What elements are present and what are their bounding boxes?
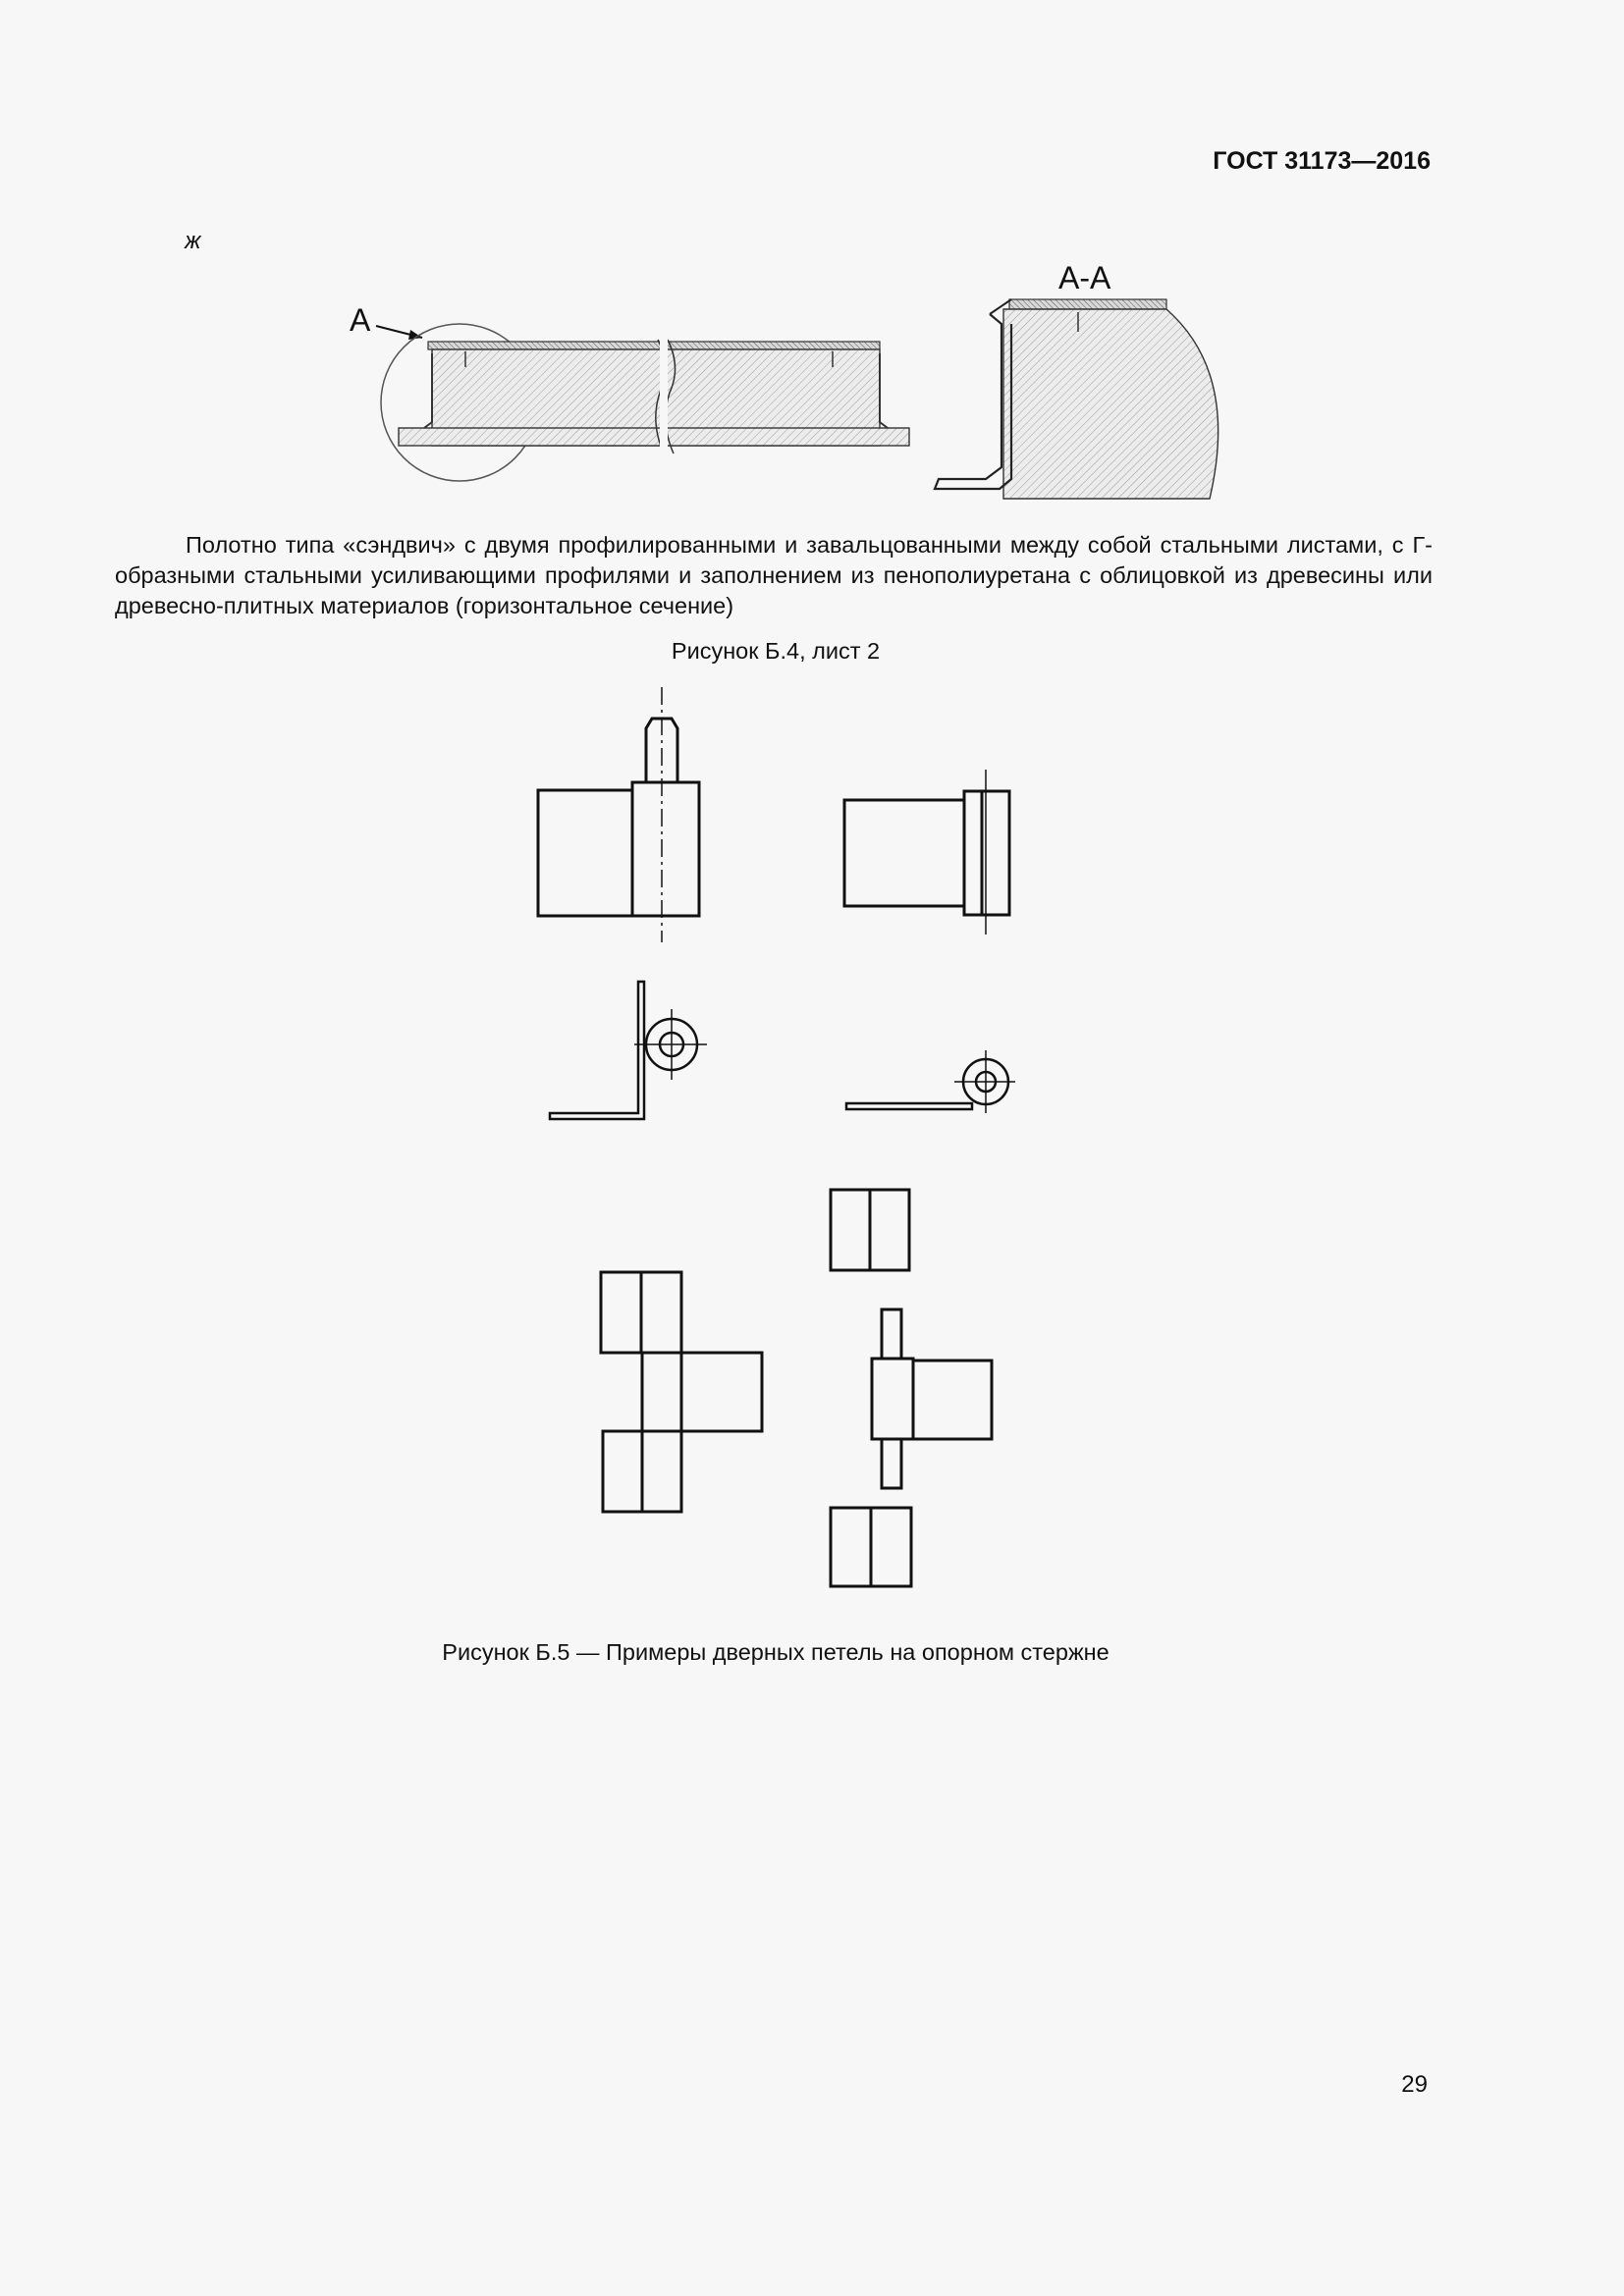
hinge-2-plan-view — [846, 1050, 1015, 1113]
sandwich-panel-drawing — [350, 302, 909, 481]
figure-b4-caption: Рисунок Б.4, лист 2 — [671, 638, 881, 664]
page-number: 29 — [1401, 2071, 1428, 2098]
hinge-4-view — [831, 1190, 992, 1586]
hinge-1-front-view — [538, 687, 699, 942]
section-label: А-А — [1058, 260, 1111, 295]
section-aa-drawing — [935, 260, 1218, 499]
document-header: ГОСТ 31173—2016 — [1213, 147, 1431, 175]
figure-b5-caption: Рисунок Б.5 — Примеры дверных петель на опорном стержне — [442, 1639, 1110, 1665]
detail-label: А — [350, 302, 371, 338]
hinge-1-plan-view — [550, 982, 707, 1119]
hinge-2-front-view — [844, 770, 1009, 934]
hinges-drawing — [538, 687, 1015, 1586]
subfigure-label: ж — [185, 228, 201, 254]
hinge-3-view — [601, 1272, 762, 1512]
figure-description: Полотно типа «сэндвич» с двумя профилированными и завальцованными между собой стальными листами, с Г-образными стальными усиливающими профилями и заполнением из пенополиуретана с облицовкой из древесины или древесно-плитных материалов (горизонтальное сечение) — [115, 532, 1433, 618]
